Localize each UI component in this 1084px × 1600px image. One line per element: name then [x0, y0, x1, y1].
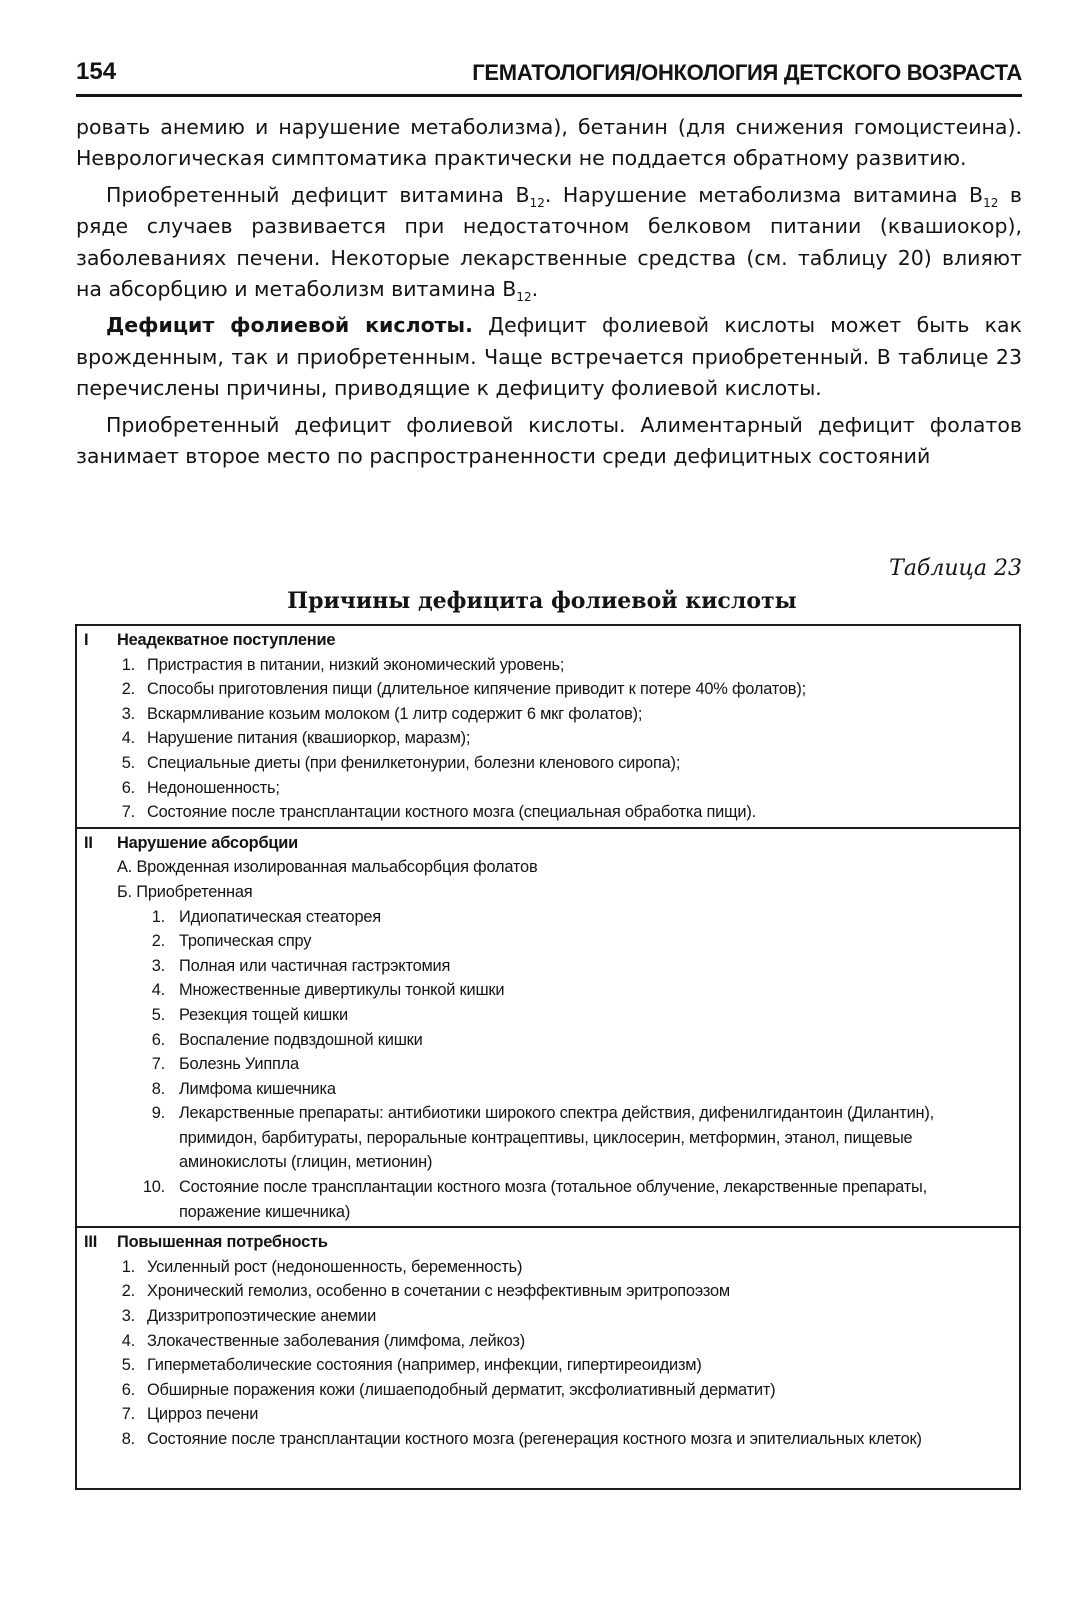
item-number: 8.	[151, 1079, 165, 1098]
list-item	[77, 751, 1019, 776]
item-number: 1.	[121, 655, 135, 674]
item-number: 2.	[151, 932, 165, 951]
subsection-a-text: А. Врожденная изолированная мальабсорбция фолатов	[117, 858, 538, 877]
list-item	[77, 800, 1019, 825]
item-text: Состояние после трансплантации костного мозга (специальная обработка пищи).	[147, 803, 756, 822]
section-numeral: III	[84, 1233, 98, 1252]
list-item	[77, 929, 1019, 954]
list-item	[77, 1255, 1019, 1280]
item-text: Недоношенность;	[147, 778, 280, 797]
item-text: Диззритропоэтические анемии	[147, 1307, 377, 1326]
paragraph-3-text: Дефицит фолиевой кислоты может быть как врожденным, так и приобретенным. Чаще встречается приобретенный. В таблице 23 перечислены причины, приводящие к дефициту фолиевой кислоты.	[76, 313, 1022, 401]
item-number: 3.	[121, 1307, 135, 1326]
table-section-1	[77, 626, 1019, 827]
item-text: Лекарственные препараты: антибиотики широкого спектра действия, дифенилгидантоин (Дилантин), примидон, барбитураты, пероральные контрацептивы, циклосерин, метформин, этанол, пищевые аминокислоты (глицин, метионин)	[179, 1104, 935, 1172]
item-number: 6.	[121, 1380, 135, 1399]
item-number: 6.	[121, 778, 135, 797]
item-number: 5.	[151, 1005, 165, 1024]
list-item	[77, 1028, 1019, 1053]
list-item	[77, 1077, 1019, 1102]
item-text: Гиперметаболические состояния (например, инфекции, гипертиреоидизм)	[147, 1356, 702, 1375]
list-item	[77, 1175, 1019, 1224]
paragraph-2-text-b: . Нарушение метаболизма витамина B	[544, 182, 984, 207]
item-text: Нарушение питания (квашиоркор, маразм);	[147, 729, 471, 748]
item-number: 4.	[121, 1331, 135, 1350]
table-label: Таблица 23	[889, 556, 1022, 581]
item-number: 1.	[151, 907, 165, 926]
list-item	[77, 702, 1019, 727]
list-item	[77, 653, 1019, 678]
item-number: 9.	[151, 1104, 165, 1123]
list-item	[77, 1353, 1019, 1378]
item-text: Способы приготовления пищи (длительное кипячение приводит к потере 40% фолатов);	[147, 680, 806, 699]
list-item	[77, 1329, 1019, 1354]
page-header	[76, 54, 1022, 97]
item-number: 3.	[121, 704, 135, 723]
list-item	[77, 1378, 1019, 1403]
item-number: 4.	[151, 981, 165, 1000]
item-text: Лимфома кишечника	[179, 1079, 336, 1098]
item-number: 3.	[151, 956, 165, 975]
paragraph-3	[76, 310, 1022, 404]
item-text: Тропическая спру	[179, 932, 312, 951]
list-item	[77, 726, 1019, 751]
item-text: Воспаление подвздошной кишки	[179, 1030, 423, 1049]
item-text: Болезнь Уиппла	[179, 1055, 299, 1074]
item-number: 6.	[151, 1030, 165, 1049]
item-number: 5.	[121, 1356, 135, 1375]
subscript-12: 12	[516, 290, 532, 305]
body-text	[76, 112, 1022, 477]
section-title: Неадекватное поступление	[117, 631, 336, 649]
list-item	[77, 776, 1019, 801]
item-number: 10.	[142, 1178, 165, 1197]
causes-table	[75, 624, 1021, 1490]
table-title: Причины дефицита фолиевой кислоты	[287, 588, 797, 614]
item-text: Обширные поражения кожи (лишаеподобный дерматит, эксфолиативный дерматит)	[147, 1380, 776, 1399]
section-title: Повышенная потребность	[117, 1233, 328, 1252]
item-number: 5.	[121, 753, 135, 772]
section-title: Нарушение абсорбции	[117, 833, 299, 852]
table-section-2	[77, 827, 1019, 1227]
item-number: 7.	[121, 1405, 135, 1424]
section-numeral: I	[84, 631, 89, 649]
list-item	[77, 1427, 1019, 1452]
item-text: Цирроз печени	[147, 1405, 259, 1424]
item-text: Состояние после трансплантации костного мозга (тотальное облучение, лекарственные препараты, поражение кишечника)	[179, 1178, 927, 1221]
list-item	[77, 1304, 1019, 1329]
list-item	[77, 1402, 1019, 1427]
list-item	[77, 905, 1019, 930]
paragraph-1: ровать анемию и нарушение метаболизма), бетанин (для снижения гомоцистеина). Неврологическая симптоматика практически не поддается обратному развитию.	[76, 115, 1022, 171]
running-title: ГЕМАТОЛОГИЯ/ОНКОЛОГИЯ ДЕТСКОГО ВОЗРАСТА	[472, 60, 1022, 85]
item-number: 8.	[121, 1430, 135, 1448]
subscript-12: 12	[983, 195, 999, 210]
item-text: Резекция тощей кишки	[179, 1005, 348, 1024]
paragraph-2-text-a: Приобретенный дефицит витамина B	[106, 182, 530, 207]
paragraph-4: Приобретенный дефицит фолиевой кислоты. Алиментарный дефицит фолатов занимает второе место по распространенности среди дефицитных состояний	[76, 412, 1022, 469]
list-item	[77, 1279, 1019, 1304]
subscript-12: 12	[529, 195, 545, 210]
item-text: Хронический гемолиз, особенно в сочетании с неэффективным эритропоэзом	[147, 1282, 730, 1301]
list-item	[77, 1052, 1019, 1077]
paragraph-2-text-c: в ряде случаев развивается при недостаточном белковом питании (квашиокор), заболеваниях печени. Некоторые лекарственные средства (см. таблицу 20) влияют на абсорбцию и метаболизм витамина B	[76, 182, 1022, 302]
table-section-3	[77, 1226, 1019, 1453]
item-number: 2.	[121, 680, 135, 699]
list-item	[77, 1101, 1019, 1175]
item-text: Множественные дивертикулы тонкой кишки	[179, 981, 505, 1000]
item-text: Злокачественные заболевания (лимфома, лейкоз)	[147, 1331, 525, 1350]
page-number: 154	[76, 58, 117, 85]
item-text: Усиленный рост (недоношенность, беременность)	[147, 1257, 523, 1276]
item-text: Специальные диеты (при фенилкетонурии, болезни кленового сиропа);	[147, 753, 681, 772]
list-item	[77, 978, 1019, 1003]
list-item	[77, 954, 1019, 979]
item-text: Пристрастия в питании, низкий экономический уровень;	[147, 655, 565, 674]
subsection-b-text: Б. Приобретенная	[117, 882, 253, 901]
paragraph-3-heading: Дефицит фолиевой кислоты.	[106, 313, 473, 338]
item-text: Вскармливание козьим молоком (1 литр содержит 6 мкг фолатов);	[147, 704, 643, 723]
item-number: 7.	[121, 803, 135, 822]
paragraph-2-text-d: .	[531, 277, 539, 302]
item-number: 2.	[121, 1282, 135, 1301]
section-numeral: II	[84, 833, 93, 852]
list-item	[77, 677, 1019, 702]
subsection-a	[77, 855, 1019, 880]
item-text: Полная или частичная гастрэктомия	[179, 956, 451, 975]
paragraph-2	[76, 180, 1022, 306]
item-text: Идиопатическая стеаторея	[179, 907, 381, 926]
item-number: 4.	[121, 729, 135, 748]
item-number: 7.	[151, 1055, 165, 1074]
subsection-b	[77, 880, 1019, 905]
item-text: Состояние после трансплантации костного мозга (регенерация костного мозга и эпителиальных клеток)	[147, 1430, 922, 1448]
item-number: 1.	[121, 1257, 135, 1276]
list-item	[77, 1003, 1019, 1028]
